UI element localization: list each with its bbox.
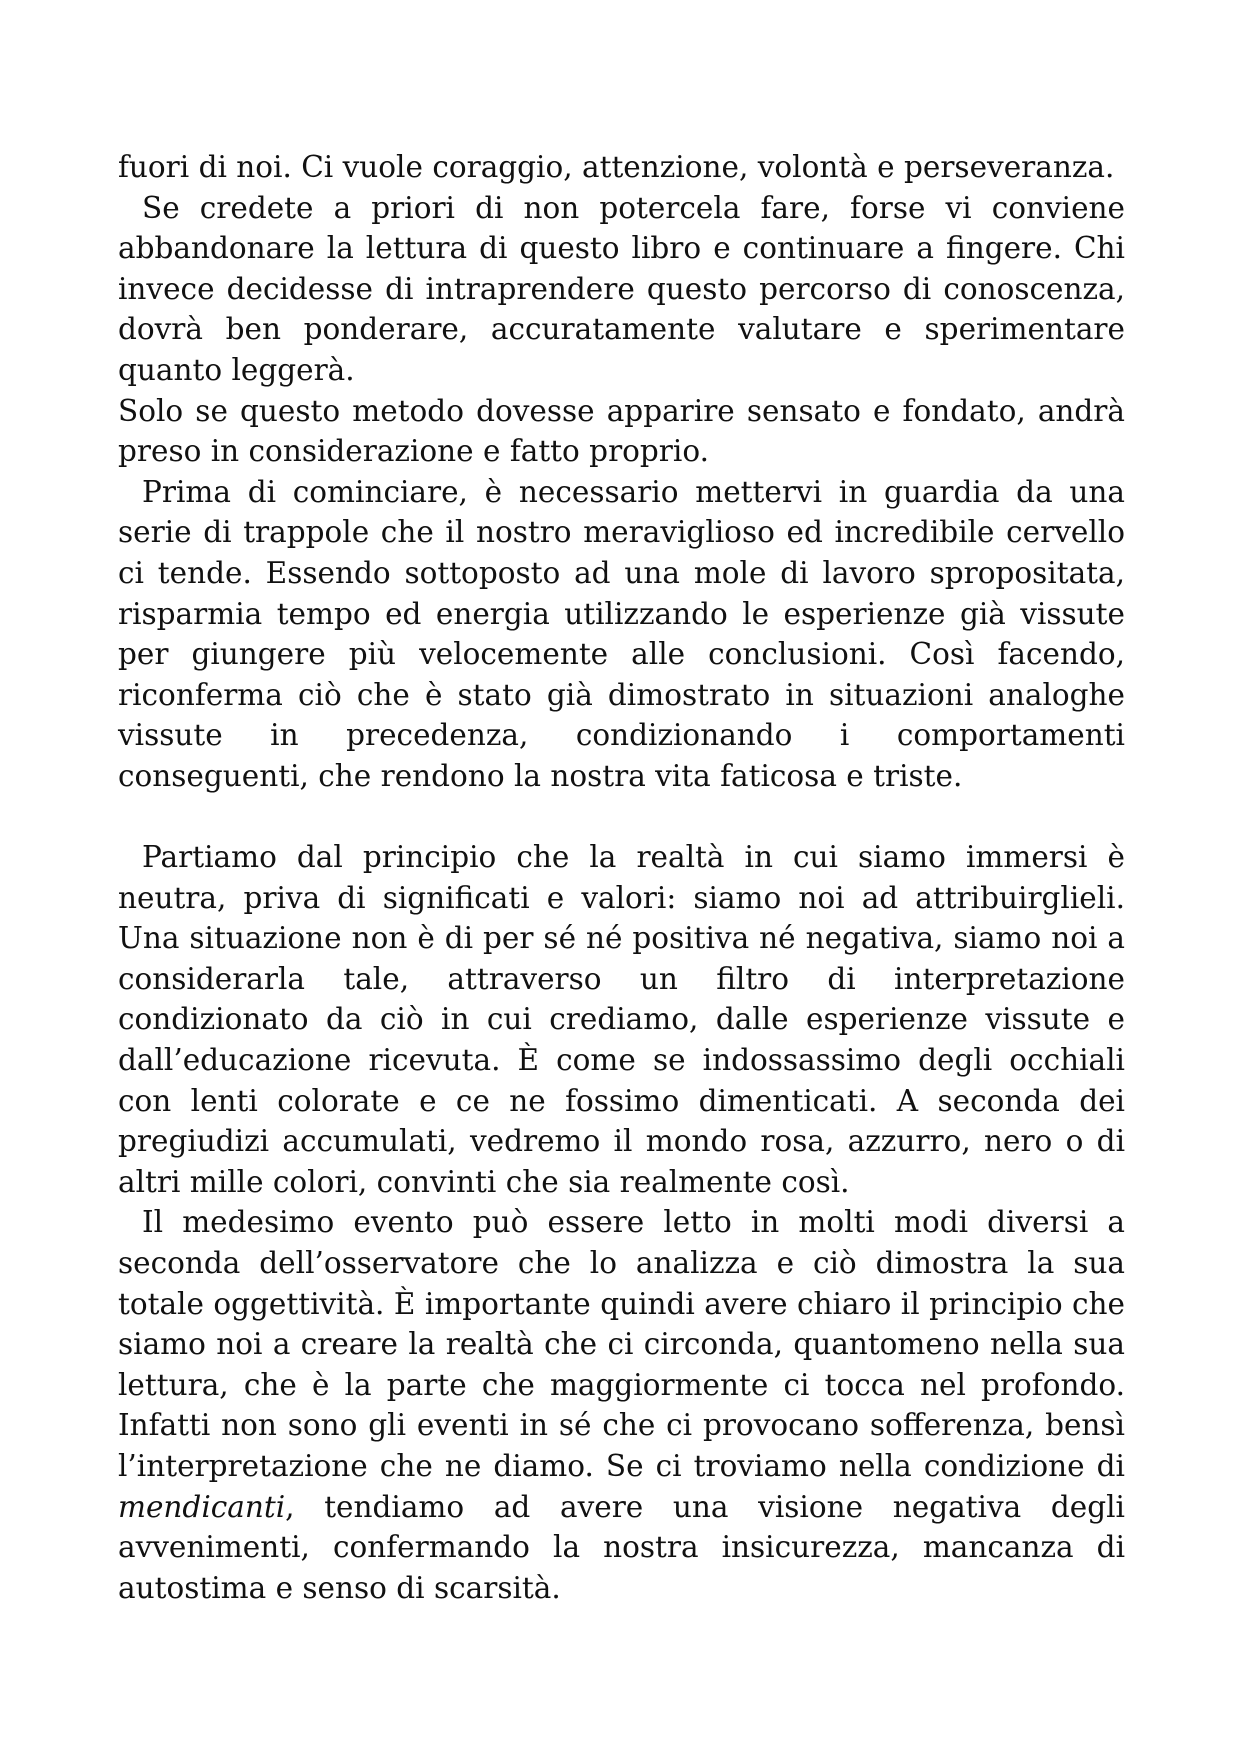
paragraph-6-start: Il medesimo evento può essere letto in molti modi diversi a seconda dell’osservatore che lo analizza e ciò dimostra la sua totale oggettività. È importante quindi avere chiaro il principio che siamo noi a creare la realtà che ci circonda, quantomeno nella sua lettura, che è la parte che maggiormente ci tocca nel profondo. Infatti non sono gli eventi in sé che ci provocano sofferenza, bensì l’interpretazione che ne diamo. Se ci troviamo nella condizione di bbox=[118, 1205, 1125, 1483]
emphasis-mendicanti: mendicanti bbox=[118, 1489, 286, 1524]
paragraph-3: Solo se questo metodo dovesse apparire sensato e fondato, andrà preso in considerazione e fatto proprio. bbox=[118, 393, 1125, 469]
page-body bbox=[118, 147, 1125, 1608]
paragraph-4: Prima di cominciare, è necessario mettervi in guardia da una serie di trappole che il nostro meraviglioso ed incredibile cervello ci tende. Essendo sottoposto ad una mole di lavoro spropositata, risparmia tempo ed energia utilizzando le esperienze già vissute per giungere più velocemente alle conclusioni. Così facendo, riconferma ciò che è stato già dimostrato in situazioni analoghe vissute in precedenza, condizionando i comportamenti conseguenti, che rendono la nostra vita faticosa e triste. bbox=[118, 474, 1125, 793]
paragraph-5: Partiamo dal principio che la realtà in cui siamo immersi è neutra, priva di significati e valori: siamo noi ad attribuirglieli. Una situazione non è di per sé né positiva né negativa, siamo noi a considerarla tale, attraverso un filtro di interpretazione condizionato da ciò in cui crediamo, dalle esperienze vissute e dall’educazione ricevuta. È come se indossassimo degli occhiali con lenti colorate e ce ne fossimo dimenticati. A seconda dei pregiudizi accumulati, vedremo il mondo rosa, azzurro, nero o di altri mille colori, convinti che sia realmente così. bbox=[118, 840, 1125, 1199]
paragraph-6-end: , tendiamo ad avere una visione negativa degli avvenimenti, confermando la nostra insicurezza, mancanza di autostima e senso di scarsità. bbox=[118, 1489, 1125, 1605]
paragraph-6 bbox=[118, 1202, 1125, 1608]
paragraph-2: Se credete a priori di non potercela fare, forse vi conviene abbandonare la lettura di questo libro e continuare a fingere. Chi invece decidesse di intraprendere questo percorso di conoscenza, dovrà ben ponderare, accuratamente valutare e sperimentare quanto leggerà. bbox=[118, 190, 1125, 387]
paragraph-1: fuori di noi. Ci vuole coraggio, attenzione, volontà e perseveranza. bbox=[118, 150, 1115, 184]
